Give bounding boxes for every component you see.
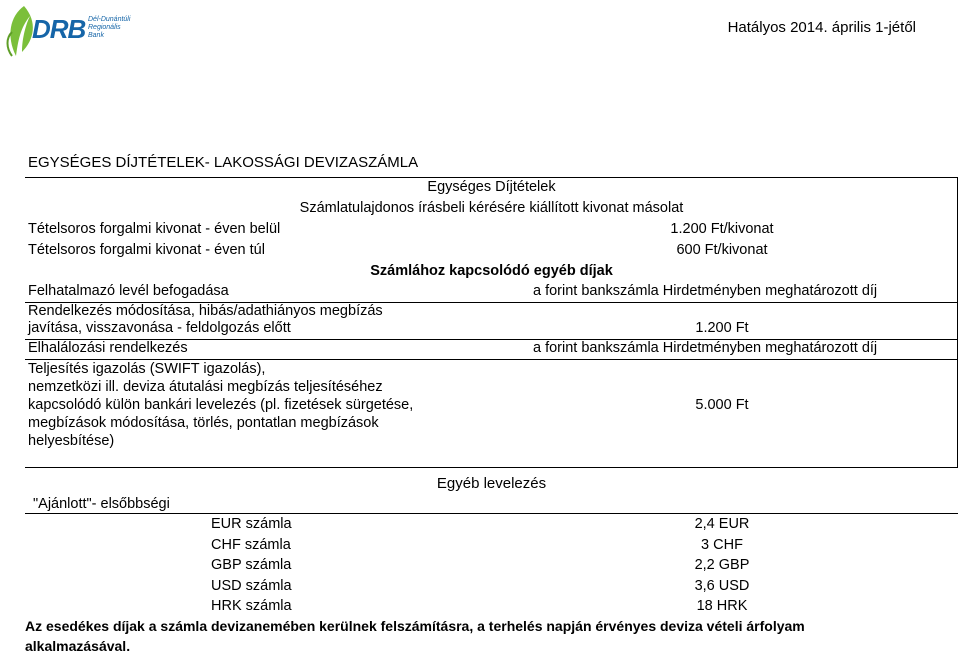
logo-subtitle: Dél-Dunántúli Regionális Bank — [88, 16, 131, 39]
row-kivonat-even-tul-value: 600 Ft/kivonat — [676, 242, 768, 258]
table-bottom-border — [25, 467, 958, 468]
levelezes-hrk-label: HRK számla — [211, 598, 292, 614]
fee-teljesites-line-2: nemzetközi ill. deviza átutalási megbízás teljesítéséhez — [28, 379, 383, 395]
table-top-border — [25, 177, 958, 178]
levelezes-usd-value: 3,6 USD — [694, 578, 750, 594]
row-kivonat-even-belul-label: Tételsoros forgalmi kivonat - éven belül — [28, 221, 281, 237]
logo-wordmark: DRB — [32, 14, 86, 44]
fee-felhatalmazo-label: Felhatalmazó levél befogadása — [28, 283, 229, 299]
bank-logo — [4, 2, 134, 62]
fee-elhalalozasi-value: a forint bankszámla Hirdetményben meghatározott díj — [533, 340, 878, 356]
levelezes-chf-label: CHF számla — [211, 537, 291, 553]
footer-note-line-2: alkalmazásával. — [25, 638, 131, 654]
heading-egyeb-levelezes: Egyéb levelezés — [436, 475, 547, 492]
levelezes-eur-value: 2,4 EUR — [694, 516, 750, 532]
effective-date: Hatályos 2014. április 1-jétől — [727, 19, 916, 36]
levelezes-gbp-label: GBP számla — [211, 557, 292, 573]
fee-teljesites-line-4: megbízások módosítása, törlés, pontatlan megbízások — [28, 415, 379, 431]
fee-teljesites-line-3: kapcsolódó külön bankári levelezés (pl. fizetések sürgetése, — [28, 397, 414, 413]
ajanlott-label: "Ajánlott"- elsőbbségi — [33, 496, 170, 512]
levelezes-chf-value: 3 CHF — [701, 537, 743, 553]
fee-elhalalozasi-label: Elhalálozási rendelkezés — [28, 340, 188, 356]
fee-modositas-line-2: javítása, visszavonása - feldolgozás előtt — [28, 320, 291, 336]
fee-modositas-line-1: Rendelkezés módosítása, hibás/adathiányos megbízás — [28, 303, 383, 319]
heading-egyeb-dijak: Számlához kapcsolódó egyéb díjak — [370, 263, 613, 279]
table-right-border — [957, 177, 958, 468]
fee-modositas-value: 1.200 Ft — [695, 320, 749, 336]
heading-egyseges: Egységes Díjtételek — [427, 179, 556, 195]
fee-teljesites-line-1: Teljesítés igazolás (SWIFT igazolás), — [28, 361, 266, 377]
fee-felhatalmazo-value: a forint bankszámla Hirdetményben meghatározott díj — [533, 283, 878, 299]
page-title: EGYSÉGES DÍJTÉTELEK- LAKOSSÁGI DEVIZASZÁMLA — [28, 154, 419, 171]
levelezes-hrk-value: 18 HRK — [696, 598, 748, 614]
footer-note-line-1: Az esedékes díjak a számla devizanemében kerülnek felszámításra, a terhelés napján érvényes deviza vételi árfolyam — [25, 618, 805, 634]
divider-elhalalozasi — [25, 359, 958, 360]
row-kivonat-even-tul-label: Tételsoros forgalmi kivonat - éven túl — [28, 242, 265, 258]
levelezes-gbp-value: 2,2 GBP — [694, 557, 750, 573]
levelezes-usd-label: USD számla — [211, 578, 292, 594]
fee-teljesites-line-5: helyesbítése) — [28, 433, 115, 449]
levelezes-eur-label: EUR számla — [211, 516, 292, 532]
divider-ajanlott — [25, 513, 958, 514]
fee-teljesites-value: 5.000 Ft — [695, 397, 749, 413]
heading-kivonat-masolat: Számlatulajdonos írásbeli kérésére kiállított kivonat másolat — [299, 200, 684, 216]
row-kivonat-even-belul-value: 1.200 Ft/kivonat — [670, 221, 774, 237]
